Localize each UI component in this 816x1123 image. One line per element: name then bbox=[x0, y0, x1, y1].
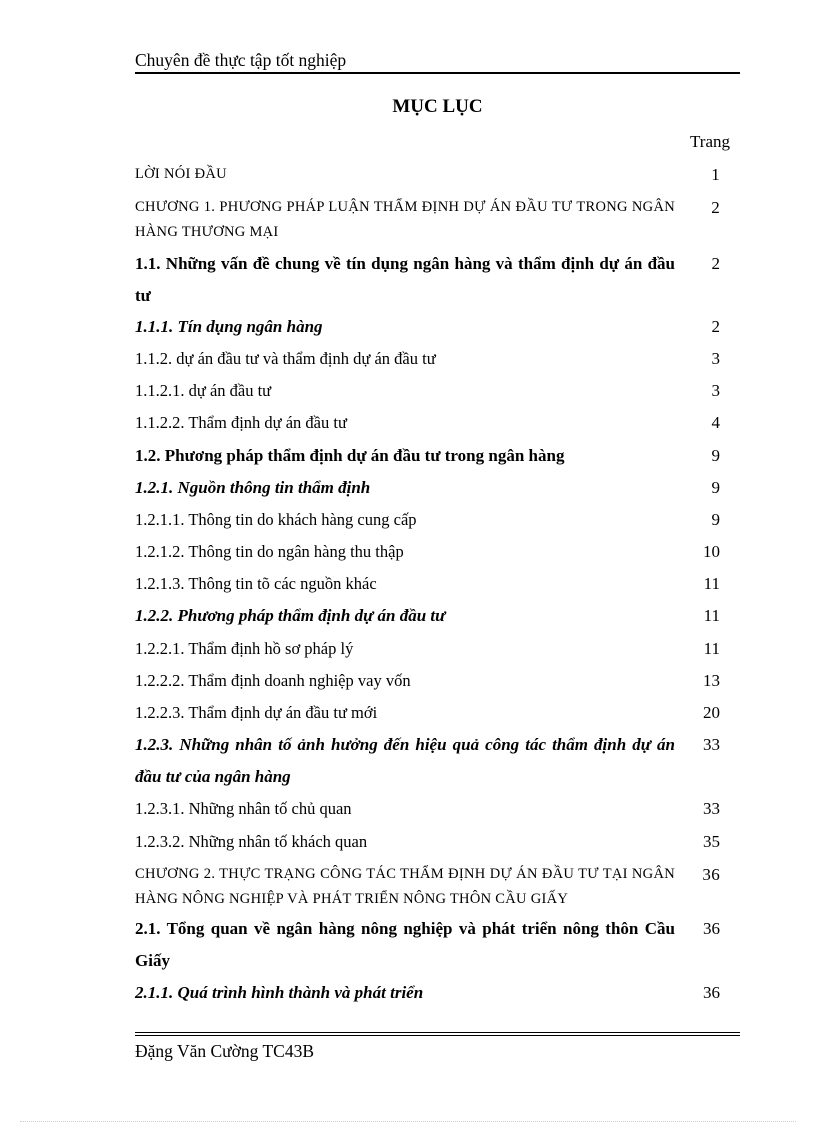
toc-entry-page: 11 bbox=[703, 574, 720, 593]
toc-entry-title: 1.2.2. Phương pháp thẩm định dự án đầu tư bbox=[135, 606, 446, 625]
toc-entry-title: CHƯƠNG 1. PHƯƠNG PHÁP LUẬN THẨM ĐỊNH DỰ ÁN ĐẦU TƯ TRONG NGÂN HÀNG THƯƠNG MẠI bbox=[135, 199, 675, 240]
toc-entry-title: 1.2.2.1. Thẩm định hồ sơ pháp lý bbox=[135, 639, 354, 658]
toc-entry-title: 1.2.1.1. Thông tin do khách hàng cung cấp bbox=[135, 510, 417, 529]
toc-entry-title: 1.2.3. Những nhân tố ảnh hưởng đến hiệu quả công tác thẩm định dự án đầu tư của ngân hàng bbox=[135, 735, 675, 786]
toc-entry-title: LỜI NÓI ĐẦU bbox=[135, 166, 227, 182]
toc-entry-page: 11 bbox=[703, 639, 720, 658]
toc-entry-title: 1.1.2.1. dự án đầu tư bbox=[135, 381, 272, 400]
toc-entry-title: 1.2. Phương pháp thẩm định dự án đầu tư trong ngân hàng bbox=[135, 446, 565, 465]
toc-entry-title: 1.1.1. Tín dụng ngân hàng bbox=[135, 317, 323, 336]
toc-entry-title: 1.1.2. dự án đầu tư và thẩm định dự án đầu tư bbox=[135, 349, 436, 368]
footer-text: Đặng Văn Cường TC43B bbox=[135, 1041, 314, 1061]
toc-entry-title: 2.1. Tổng quan về ngân hàng nông nghiệp và phát triển nông thôn Cầu Giấy bbox=[135, 919, 675, 970]
toc-entry-page: 9 bbox=[711, 478, 720, 497]
toc-entry-title: 1.1.2.2. Thẩm định dự án đầu tư bbox=[135, 413, 347, 432]
page-header bbox=[135, 49, 740, 74]
toc-entry-page: 36 bbox=[703, 983, 720, 1002]
toc-entry-page: 4 bbox=[711, 413, 720, 432]
toc-entry-page: 33 bbox=[703, 799, 720, 818]
toc-entry-page: 13 bbox=[703, 671, 720, 690]
toc-entry-page: 33 bbox=[703, 735, 720, 754]
toc-entry-page: 3 bbox=[711, 381, 720, 400]
toc-entry-title: 1.2.3.2. Những nhân tố khách quan bbox=[135, 832, 368, 851]
page-edge-divider bbox=[20, 1121, 796, 1122]
toc-entry-title: 1.2.2.2. Thẩm định doanh nghiệp vay vốn bbox=[135, 671, 411, 690]
toc-entry-page: 10 bbox=[703, 542, 720, 561]
toc-entry-page: 20 bbox=[703, 703, 720, 722]
page-footer bbox=[135, 1032, 740, 1062]
toc-entry-title: 2.1.1. Quá trình hình thành và phát triển bbox=[135, 983, 424, 1002]
toc-entry-title: 1.1. Những vấn đề chung về tín dụng ngân hàng và thẩm định dự án đầu tư bbox=[135, 254, 675, 305]
toc-entry-page: 2 bbox=[711, 198, 720, 217]
toc-entry-page: 9 bbox=[711, 446, 720, 465]
page-column-label: Trang bbox=[690, 132, 730, 151]
toc-entry-page: 3 bbox=[711, 349, 720, 368]
toc-entry-page: 11 bbox=[703, 606, 720, 625]
toc-entry-page: 2 bbox=[711, 254, 720, 273]
toc-entry-title: 1.2.2.3. Thẩm định dự án đầu tư mới bbox=[135, 703, 378, 722]
page-title: MỤC LỤC bbox=[392, 96, 483, 117]
toc-entry-title: 1.2.1. Nguồn thông tin thẩm định bbox=[135, 478, 371, 497]
toc-entry-title: 1.2.1.3. Thông tin tõ các nguồn khác bbox=[135, 574, 377, 593]
toc-entry-title: 1.2.3.1. Những nhân tố chủ quan bbox=[135, 799, 352, 818]
toc-entry-page: 2 bbox=[711, 317, 720, 336]
toc-entry-page: 9 bbox=[711, 510, 720, 529]
toc-entry-page: 36 bbox=[703, 919, 720, 938]
toc-entry-page: 36 bbox=[702, 865, 720, 884]
toc-entry-page: 35 bbox=[703, 832, 720, 851]
header-text: Chuyên đề thực tập tốt nghiệp bbox=[135, 50, 347, 70]
toc-entry-page: 1 bbox=[711, 165, 720, 184]
toc-entry-title: CHƯƠNG 2. THỰC TRẠNG CÔNG TÁC THẨM ĐỊNH DỰ ÁN ĐẦU TƯ TẠI NGÂN HÀNG NÔNG NGHIỆP VÀ PHÁT TRIỂN NÔNG THÔN CẦU GIẤY bbox=[135, 866, 675, 907]
toc-entry-title: 1.2.1.2. Thông tin do ngân hàng thu thập bbox=[135, 542, 404, 561]
